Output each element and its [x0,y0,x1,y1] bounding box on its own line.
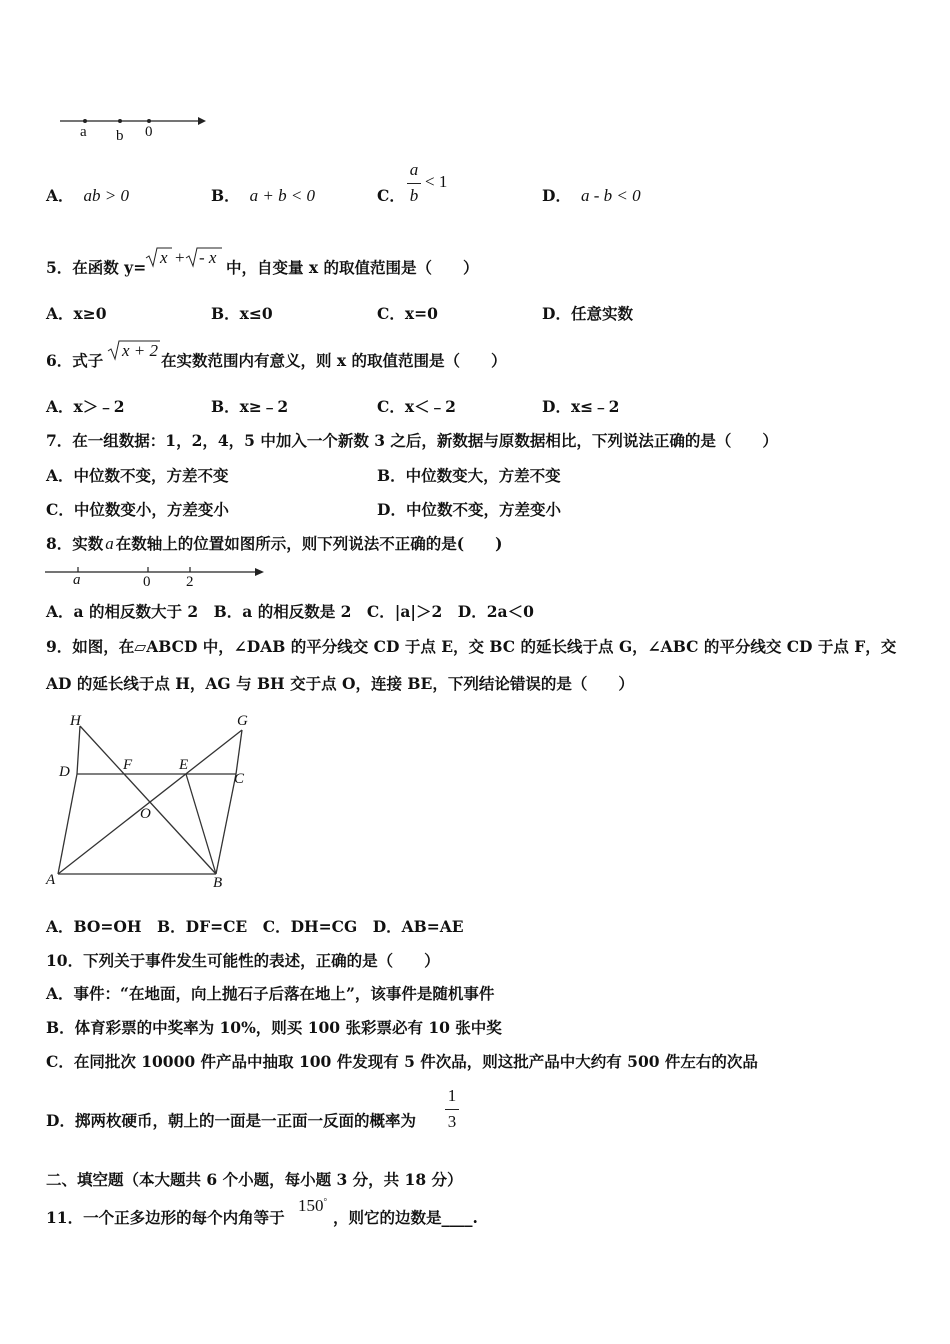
q7-stem: 7．在一组数据：1，2，4，5 中加入一个新数 3 之后，新数据与原数据相比，下列说法正确的是（ ） [46,431,778,450]
q5-stem-prefix: 5．在函数 y= [46,258,147,277]
q9-label-a: A [46,872,56,888]
q6-option-b: B．x≥﹣2 [211,397,289,416]
nl-top-label-a: a [80,124,87,140]
q8-options: A．a 的相反数大于 2 B．a 的相反数是 2 C．|a|＞2 D．2a＜0 [46,602,534,621]
q9-stem-line-1: 9．如图，在▱ABCD 中，∠DAB 的平分线交 CD 于点 E，交 BC 的延长线于点 G，∠ABC 的平分线交 CD 于点 F，交 [46,637,897,656]
q4-c-numerator: a [409,160,419,179]
q4-c-denominator: b [409,186,419,205]
q9-label-b: B [213,875,223,891]
q4-c-rest: < 1 [425,172,448,191]
nl-top-label-0: 0 [145,124,153,140]
q7-option-a: A．中位数不变，方差不变 [46,466,229,485]
q10-d-fraction-bar [445,1109,459,1110]
q7-option-c: C．中位数变小，方差变小 [46,500,229,519]
q9-options: A．BO=OH B．DF=CE C．DH=CG D．AB=AE [46,917,464,936]
nl-q8-label-2: 2 [186,574,194,590]
q9-label-d: D [59,764,70,780]
q4-option-b: B． a + b < 0 [211,186,316,205]
q10-d-numerator: 1 [447,1086,457,1105]
nl-q8-label-0: 0 [143,574,151,590]
q10-stem: 10．下列关于事件发生可能性的表述，正确的是（ ） [46,951,440,970]
q6-stem-prefix: 6．式子 [46,351,104,370]
q10-option-d: D．掷两枚硬币，朝上的一面是一正面一反面的概率为 [46,1111,416,1130]
q9-label-c: C [234,771,245,787]
q5-radicand-1: x [160,248,168,267]
q9-stem-line-2: AD 的延长线于点 H，AG 与 BH 交于点 O，连接 BE，下列结论错误的是（ ） [46,674,634,693]
q8-stem: 8．实数 a 在数轴上的位置如图所示，则下列说法不正确的是( ) [46,534,503,553]
q6-option-a: A．x＞﹣2 [46,397,125,416]
q9-label-e: E [179,757,189,773]
q4-c-fraction-bar [407,183,421,184]
q6-radicand: x + 2 [122,341,159,360]
q9-label-f: F [123,757,133,773]
q11-suffix: ，则它的边数是____. [333,1208,478,1227]
q4-option-a: A． ab > 0 [46,186,130,205]
nl-top-label-b: b [116,128,124,144]
q5-stem-suffix: 中，自变量 x 的取值范围是（ ） [226,258,479,277]
q10-option-b: B．体育彩票的中奖率为 10%，则买 100 张彩票必有 10 张中奖 [46,1018,502,1037]
q7-option-d: D．中位数不变，方差变小 [377,500,561,519]
q5-option-b: B．x≤0 [211,304,273,323]
q6-option-d: D．x≤﹣2 [542,397,620,416]
q4-option-c-letter: C． [377,186,405,205]
q7-option-b: B．中位数变大，方差不变 [377,466,561,485]
q10-d-denominator: 3 [447,1112,457,1131]
nl-q8-label-a: a [73,572,81,588]
q11-prefix: 11．一个正多边形的每个内角等于 [46,1208,285,1227]
q9-label-g: G [237,713,248,729]
q6-stem-suffix: 在实数范围内有意义，则 x 的取值范围是（ ） [161,351,507,370]
q6-option-c: C．x＜﹣2 [377,397,456,416]
q9-geometry-figure [40,710,260,895]
q5-option-a: A．x≥0 [46,304,107,323]
q10-option-a: A．事件：“在地面，向上抛石子后落在地上”，该事件是随机事件 [46,984,495,1003]
q5-radicand-2: - x [199,248,217,267]
q4-option-d: D． a - b < 0 [542,186,641,205]
q10-option-c: C．在同批次 10000 件产品中抽取 100 件发现有 5 件次品，则这批产品中大约有 500 件左右的次品 [46,1052,758,1071]
q5-plus: + [175,248,185,267]
q9-label-o: O [140,806,151,822]
section-2-title: 二、填空题（本大题共 6 个小题，每小题 3 分，共 18 分） [46,1170,463,1189]
q5-option-d: D．任意实数 [542,304,633,323]
q11-angle: 150° [298,1196,328,1215]
q9-label-h: H [70,713,81,729]
q5-option-c: C．x=0 [377,304,438,323]
